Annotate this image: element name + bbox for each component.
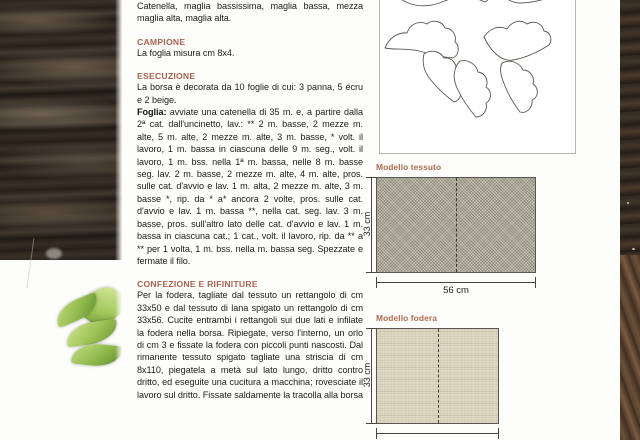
model-fodera-title: Modello fodera	[376, 313, 437, 323]
confezione-paragraph: Per la fodera, tagliate dal tessuto un rettangolo di cm 33x50 e dal tessuto di lana spigato un rettangolo di cm 33x56. Cucite entrambi i rettangoli sui due lati e infilate la fodera nella borsa. Ripiegate, verso l'interno, un orlo di cm 3 e fissate la fodera con piccoli punti nascosti. Dal rimanente tessuto spigato tagliate una striscia di cm 8x110, piegatela a metà sul lato lungo, dritto contro dritto, ed eseguite una cucitura a macchina; rovesciate il lavoro sul dritto. Fissate saldamente la tracolla alla borsa	[137, 290, 363, 400]
leaf-outlines-svg	[380, 0, 573, 151]
left-photo	[0, 0, 122, 440]
leaf-pattern-sheet	[379, 0, 576, 154]
diagram-column	[362, 0, 614, 440]
photo-edge-fade	[115, 0, 122, 440]
model-fodera-block	[362, 313, 499, 424]
section-heading-esecuzione: ESECUZIONE	[137, 71, 196, 82]
fold-line	[456, 178, 457, 272]
dimension-line	[376, 433, 499, 434]
instructions-column	[137, 0, 363, 440]
tessuto-height-dimension	[359, 177, 376, 273]
bark-texture	[0, 0, 122, 260]
photo-speck	[632, 248, 635, 250]
esecuzione-foglia-paragraph: Foglia: avviate una catenella di 35 m. e, a partire dalla 2ª cat. dall'uncinetto, lav.: ** 2 m. basse, 2 mezze m. alte, 5 m. alte, 2 mezze m. alte, 3 m. basse, * volt. il lavoro, 1 m. bassa in ciascuna delle 9 m. seg., volt. il lavoro, 1 m. bss. nella 1ª m. bassa, nelle 8 m. basse seg. lav. 2 m. basse, 2 mezze m. alte, 4 m. alte, pros. sulle cat. d'avvio e lav. 1 m. alta, 2 mezze m. alte, 3 m. basse *, rip. da * a* ancora 2 volte, pros. sulle cat. d'avvio e lav. 1 m. bassa **, nella cat. seg. lav. 3 m. basse, pros. sull'altro lato delle cat. d'avvio e lav. 1 m. bassa in ciascuna cat.; 1 cat., volt. il lavoro, rip. da ** a ** per 1 volta, 1 m. bss. nella m. bassa seg. Spezzate e fermate il filo.	[137, 107, 363, 266]
continued-paragraph: Catenella, maglia bassissima, maglia bassa, mezza maglia alta, maglia alta.	[137, 1, 363, 24]
tessuto-width-dimension	[376, 273, 536, 295]
fodera-height-label: 33 cm	[362, 362, 372, 388]
model-tessuto-title: Modello tessuto	[376, 162, 442, 172]
spacer	[137, 267, 363, 279]
fodera-swatch	[376, 328, 499, 424]
spacer	[137, 25, 363, 37]
fold-line	[438, 329, 439, 423]
bokeh-highlight	[46, 248, 62, 259]
fodera-width-dimension	[376, 424, 499, 440]
model-fodera-swatch-wrap	[362, 328, 499, 424]
fodera-height-dimension	[359, 328, 376, 424]
tessuto-swatch	[376, 177, 536, 273]
photo-speck	[627, 202, 629, 204]
model-tessuto-block	[362, 162, 536, 296]
dimension-cap	[498, 428, 499, 439]
spacer	[137, 59, 363, 71]
campione-paragraph: La foglia misura cm 8x4.	[137, 47, 235, 58]
dimension-line	[376, 282, 536, 283]
right-photo-ground	[620, 255, 640, 440]
right-photo-strip	[620, 0, 640, 440]
section-heading-campione: CAMPIONE	[137, 36, 186, 47]
tessuto-height-label: 33 cm	[362, 211, 372, 237]
esecuzione-intro-paragraph: La borsa è decorata da 10 foglie di cui: 3 panna, 5 écru e 2 beige.	[137, 82, 363, 105]
model-tessuto-swatch-wrap	[362, 177, 536, 296]
section-heading-confezione: CONFEZIONE E RIFINITURE	[137, 279, 258, 290]
tessuto-width-label: 56 cm	[443, 285, 469, 296]
